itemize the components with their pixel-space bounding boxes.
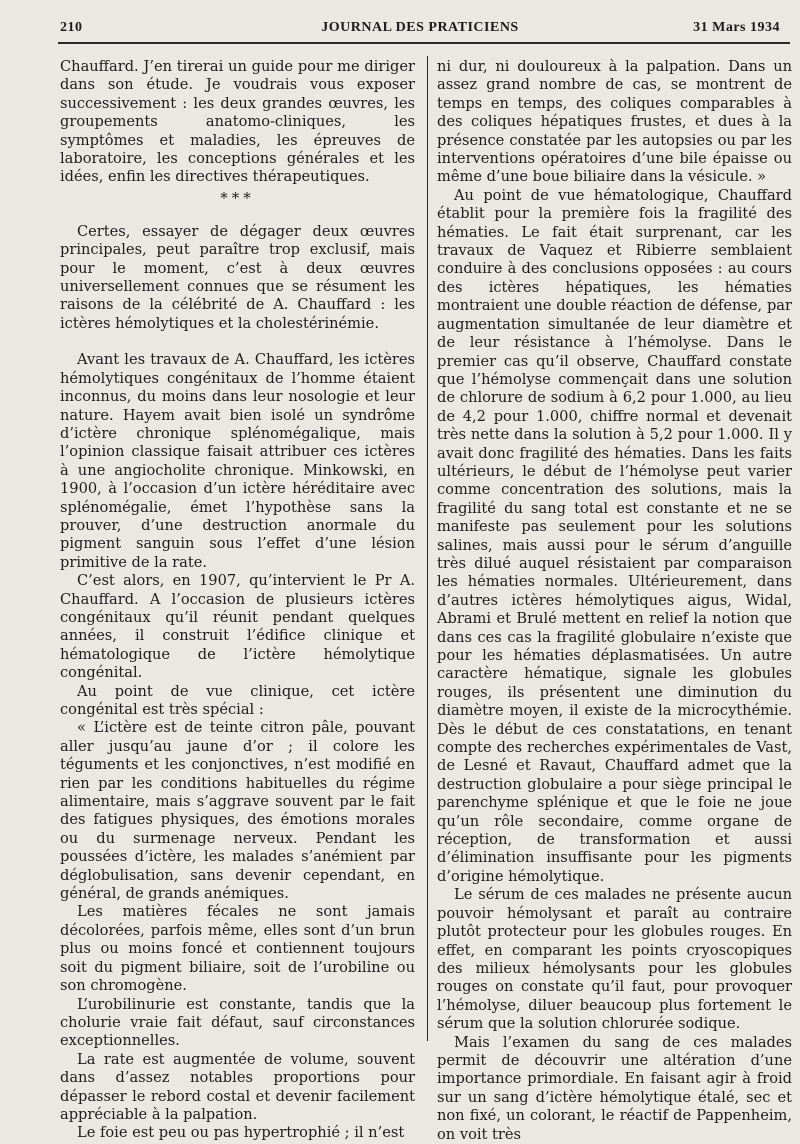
paragraph: Au point de vue hématologique, Chauffard établit pour la première fois la fragilité des hématies. Le fait était surprenant, car les travaux de Vaquez et Ribierre semblaient conduire à des conclusions opposées : au cours des ictères hépatiques, les hématies montraient une double réaction de défense, par augmentation simultanée de leur diamètre et de leur résistance à l’hémolyse. Dans le premier cas qu’il observe, Chauffard constate que l’hémolyse commençait dans une solution de chlorure de sodium à 6,2 pour 1.000, au lieu de 4,2 pour 1.000, chiffre normal et devenait très nette dans la solution à 5,2 pour 1.000. Il y avait donc fragilité des hématies. Dans les faits ultérieurs, le début de l’hémolyse peut varier comme concentration des solutions, mais la fragilité du sang total est constante et ne se manifeste pas seulement pour les solutions salines, mais aussi pour le sérum d’anguille très dilué auquel résistaient par comparaison les hématies normales. Ultérieurement, dans d’autres ictères hémolytiques aigus, Widal, Abrami et Brulé mettent en relief la notion que dans ces cas la fragilité globulaire n’existe que pour les hématies déplasmatisées. Un autre caractère hématique, signale les globules rouges, ils présentent une diminution du diamètre moyen, il existe de la microcythémie. Dès le début de ces constatations, en tenant compte des recherches expérimentales de Vast, de Lesné et Ravaut, Chauffard admet que la destruction globulaire a pour siège principal le parenchyme splénique et que le foie ne joue qu’un rôle secondaire, comme organe de réception, de transformation et aussi d’élimination insuffisante pour les pigments d’origine hémolytique. <box>437 186 792 885</box>
section-asterism: *** <box>220 188 255 207</box>
paragraph: ni dur, ni douloureux à la palpation. Dans un assez grand nombre de cas, se montrent de temps en temps, des coliques comparables à des coliques hépatiques frustes, et dues à la présence constatée par les autopsies ou par les interventions opératoires d’une bile épaisse ou même d’une boue biliaire dans la vésicule. » <box>437 58 792 186</box>
paragraph: « L’ictère est de teinte citron pâle, pouvant aller jusqu’au jaune d’or ; il colore les téguments et les conjonctives, n’est modifié en rien par les conditions habituelles du régime alimentaire, mais s’aggrave souvent par le fait des fatigues physiques, des émotions morales ou du surmenage nerveux. Pendant les poussées d’ictère, les malades s’anémient par déglobulisation, sans devenir cependant, en général, de grands anémiques. <box>60 719 415 903</box>
paragraph: Avant les travaux de A. Chauffard, les ictères hémolytiques congénitaux de l’homme étaient inconnus, du moins dans leur nosologie et leur nature. Hayem avait bien isolé un syndrôme d’ictère chronique splénomégalique, mais l’opinion classique faisait attribuer ces ictères à une angiocholite chronique. Minkowski, en 1900, à l’occasion d’un ictère héréditaire avec splénomégalie, émet l’hypothèse sans la prouver, d’une destruction anormale du pigment sanguin sous l’effet d’une lésion primitive de la rate. <box>60 351 415 571</box>
paragraph: Mais l’examen du sang de ces malades permit de découvrir une altération d’une importance primordiale. En faisant agir à froid sur un sang d’ictère hémolytique étalé, sec et non fixé, un colorant, le réactif de Pappenheim, on voit très <box>437 1033 792 1143</box>
paragraph: La rate est augmentée de volume, souvent dans d’assez notables proportions pour dépasser le rebord costal et devenir facilement appréciable à la palpation. <box>60 1050 415 1123</box>
page-header <box>60 18 780 40</box>
issue-date: 31 Mars 1934 <box>693 20 780 35</box>
page-number: 210 <box>60 20 83 35</box>
journal-title: JOURNAL DES PRATICIENS <box>321 20 519 35</box>
paragraph: Le foie est peu ou pas hypertrophié ; il n’est <box>77 1124 405 1142</box>
paragraph: Les matières fécales ne sont jamais décolorées, parfois même, elles sont d’un brun plus ou moins foncé et contiennent toujours soit du pigment biliaire, soit de l’urobiline ou son chromogène. <box>60 903 415 995</box>
paragraph: C’est alors, en 1907, qu’intervient le Pr A. Chauffard. A l’occasion de plusieurs ictères congénitaux qu’il réunit pendant quelques années, il construit l’édifice clinique et hématologique de l’ictère hémolytique congénital. <box>60 572 415 682</box>
left-column <box>60 58 415 1143</box>
paragraph: Chauffard. J’en tirerai un guide pour me diriger dans son étude. Je voudrais vous exposer successivement : les deux grandes œuvres, les groupements anatomo-cliniques, les symptômes et maladies, les épreuves de laboratoire, les conceptions générales et les idées, enfin les directives thérapeutiques. <box>60 58 415 186</box>
paragraph: Au point de vue clinique, cet ictère congénital est très spécial : <box>60 682 415 718</box>
paragraph: L’urobilinurie est constante, tandis que la cholurie vraie fait défaut, sauf circonstances exceptionnelles. <box>60 995 415 1050</box>
column-divider <box>427 56 428 1041</box>
header-rule <box>58 42 790 44</box>
paragraph: Certes, essayer de dégager deux œuvres principales, peut paraître trop exclusif, mais pour le moment, c’est à deux œuvres universellement connues que se résument les raisons de la célébrité de A. Chauffard : les ictères hémolytiques et la cholestérinémie. <box>60 222 415 332</box>
paragraph: Le sérum de ces malades ne présente aucun pouvoir hémolysant et paraît au contraire plutôt protecteur pour les globules rouges. En effet, en comparant les points cryoscopiques des milieux hémolysants pour les globules rouges on constate qu’il faut, pour provoquer l’hémolyse, diluer beaucoup plus fortement le sérum que la solution chlorurée sodique. <box>437 886 792 1033</box>
right-column <box>437 58 792 1144</box>
